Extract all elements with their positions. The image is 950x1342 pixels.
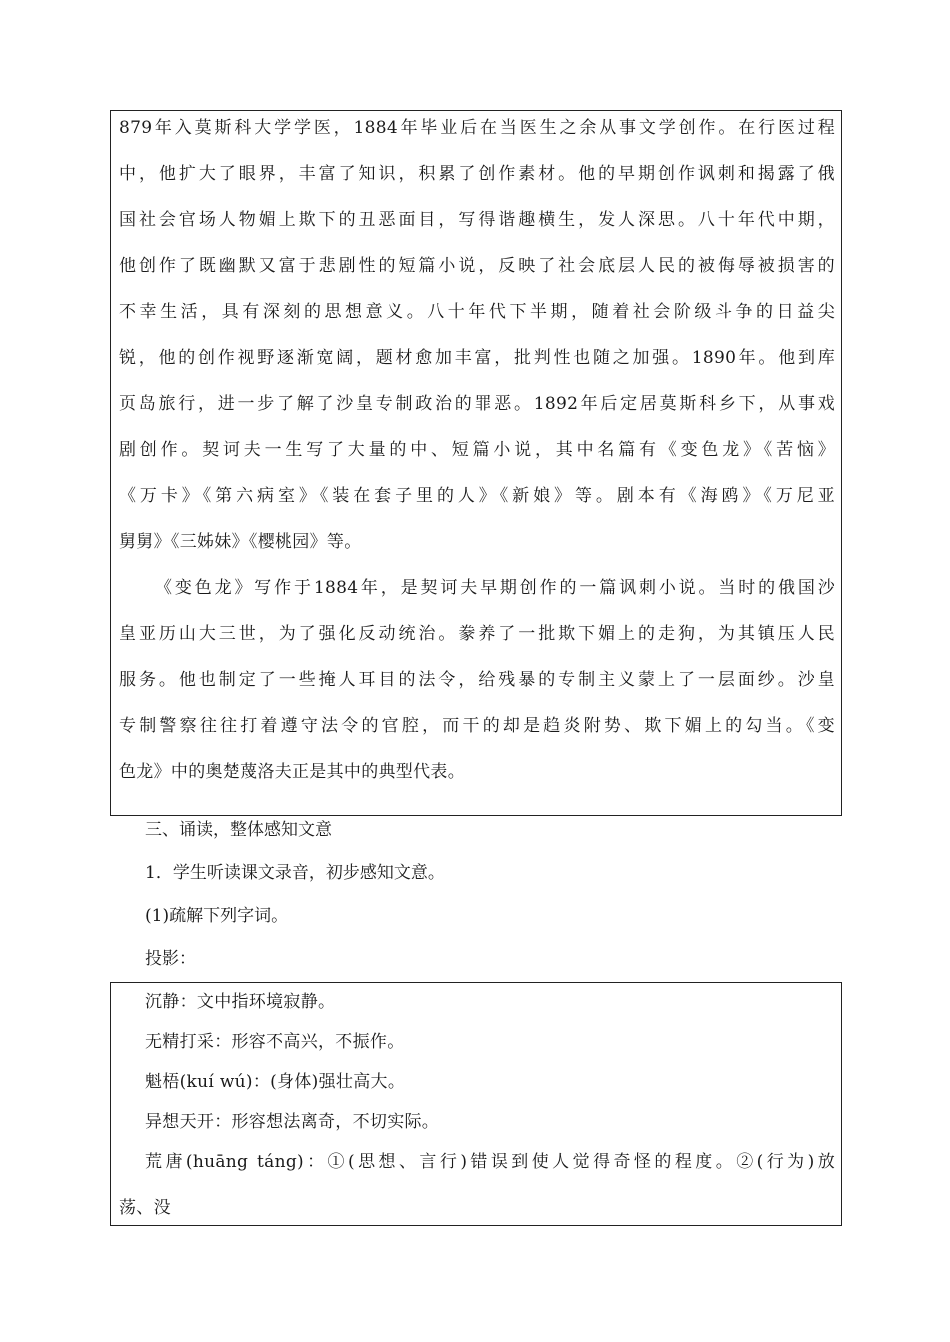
- paragraph-line: 页岛旅行，进一步了解了沙皇专制政治的罪恶。1892年后定居莫斯科乡下，从事戏: [119, 394, 835, 414]
- vocab-entry: 沉静：文中指环境寂静。: [145, 992, 336, 1012]
- paragraph-line: 锐，他的创作视野逐渐宽阔，题材愈加丰富，批判性也随之加强。1890年。他到库: [119, 348, 835, 368]
- paragraph-line: 国社会官场人物媚上欺下的丑恶面目，写得谐趣横生，发人深思。八十年代中期，: [119, 210, 835, 230]
- paragraph-line: 皇亚历山大三世，为了强化反动统治。豢养了一批欺下媚上的走狗，为其镇压人民: [119, 624, 835, 644]
- vocab-entry: 魁梧(kuí wú)：(身体)强壮高大。: [145, 1072, 406, 1092]
- vocab-entry: 荒唐(huāng táng)：①(思想、言行)错误到使人觉得奇怪的程度。②(行为)放: [145, 1152, 835, 1172]
- paragraph-line: 色龙》中的奥楚蔑洛夫正是其中的典型代表。: [119, 762, 465, 782]
- vocab-entry: 无精打采：形容不高兴，不振作。: [145, 1032, 405, 1052]
- vocab-entry: 异想天开：形容想法离奇，不切实际。: [145, 1112, 440, 1132]
- paragraph-line: 剧创作。契诃夫一生写了大量的中、短篇小说，其中名篇有《变色龙》《苦恼》: [119, 440, 835, 460]
- biography-text-box: [110, 110, 842, 816]
- paragraph-line: 他创作了既幽默又富于悲剧性的短篇小说，反映了社会底层人民的被侮辱被损害的: [119, 256, 835, 276]
- sub-step-text: (1)疏解下列字词。: [145, 906, 289, 926]
- paragraph-line: 不幸生活，具有深刻的思想意义。八十年代下半期，随着社会阶级斗争的日益尖: [119, 302, 835, 322]
- step-text: 1．学生听读课文录音，初步感知文意。: [145, 863, 445, 883]
- paragraph-line: 879年入莫斯科大学学医，1884年毕业后在当医生之余从事文学创作。在行医过程: [119, 118, 835, 138]
- paragraph-line: 《变色龙》写作于1884年，是契诃夫早期创作的一篇讽刺小说。当时的俄国沙: [155, 578, 835, 598]
- paragraph-line: 《万卡》《第六病室》《装在套子里的人》《新娘》等。剧本有《海鸥》《万尼亚: [119, 486, 835, 506]
- vocabulary-box: [110, 982, 842, 1226]
- paragraph-line: 服务。他也制定了一些掩人耳目的法令，给残暴的专制主义蒙上了一层面纱。沙皇: [119, 670, 835, 690]
- vocab-entry-continued: 荡、没: [119, 1198, 171, 1218]
- projection-label: 投影：: [145, 949, 196, 969]
- paragraph-line: 专制警察往往打着遵守法令的官腔，而干的却是趋炎附势、欺下媚上的勾当。《变: [119, 716, 835, 736]
- paragraph-line: 舅舅》《三姊妹》《樱桃园》等。: [119, 532, 362, 552]
- paragraph-line: 中，他扩大了眼界，丰富了知识，积累了创作素材。他的早期创作讽刺和揭露了俄: [119, 164, 835, 184]
- section-heading: 三、诵读，整体感知文意: [145, 820, 332, 840]
